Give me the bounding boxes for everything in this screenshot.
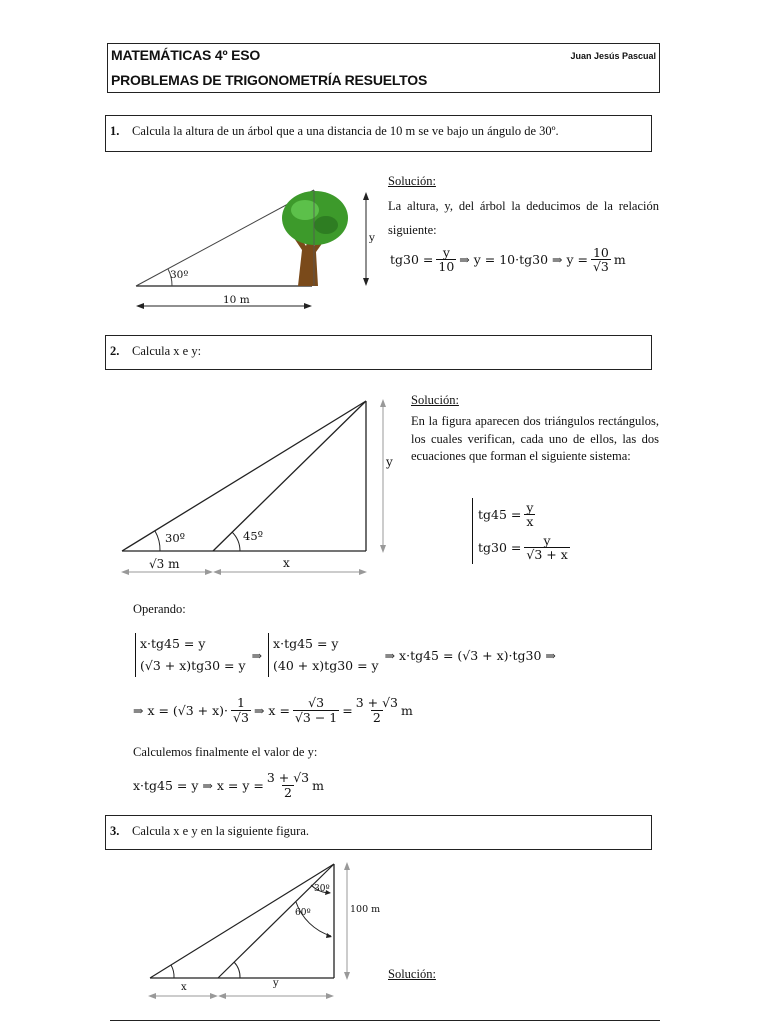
fig3-base-y: y — [273, 978, 279, 989]
p2-eqc-fraction — [267, 771, 309, 800]
system-row-2-lhs: tg30 = — [478, 539, 522, 555]
system-row-1-fraction — [524, 501, 535, 528]
author-name: Juan Jesús Pascual — [570, 51, 656, 61]
denominator: √3 — [592, 259, 609, 274]
p2-solution-text: En la figura aparecen dos triángulos rectángulos, los cuales verifican, cada uno de ellos, las dos ecuaciones que forman el siguiente sistema: — [411, 414, 659, 463]
numerator: 3 + √3 — [266, 770, 310, 785]
fig2-angle-30: 30º — [165, 531, 186, 545]
denominator: √3 — [233, 710, 249, 725]
numerator: 3 + √3 — [355, 695, 398, 710]
system-row-1-lhs: tg45 = — [478, 506, 522, 522]
problem-1-number: 1. — [110, 124, 120, 138]
denominator: √3 − 1 — [294, 710, 338, 725]
problem-3-box — [105, 815, 652, 850]
problem-3-number: 3. — [110, 824, 120, 838]
problem-3-statement: Calcula x e y en la siguiente figura. — [132, 824, 310, 838]
fig2-angle-45: 45º — [243, 529, 264, 543]
problem-3-figure — [140, 858, 370, 1003]
p2-eqb-fraction-2 — [293, 696, 339, 725]
p2-equation-a — [135, 633, 556, 677]
p1-equation — [390, 246, 626, 273]
denominator: x — [526, 514, 534, 529]
p1-fraction-2 — [591, 246, 611, 273]
p2-eqc-part-a: x·tg45 = y ⇒ x = y = — [133, 778, 264, 793]
system-1-row-1: x·tg45 = y — [140, 636, 206, 651]
fig3-height: 100 m — [350, 904, 381, 915]
p2-eqb-equals: = — [342, 703, 353, 718]
fig1-angle-label: 30º — [170, 269, 189, 281]
p1-eq-unit: m — [613, 252, 626, 267]
p2-eqb-part-a: ⇒ x = (√3 + x)· — [133, 703, 229, 718]
denominator: √3 + x — [526, 547, 568, 562]
numerator: y — [442, 245, 450, 260]
tree-figure — [130, 180, 380, 315]
denominator: 2 — [372, 710, 381, 725]
fig2-height: y — [386, 455, 393, 469]
p2-solution-label: Solución: — [411, 393, 459, 407]
fig3-angle-60: 60º — [295, 908, 311, 918]
p1-eq-part-a: tg30 = — [390, 252, 434, 267]
numerator: y — [543, 533, 551, 548]
document-title: PROBLEMAS DE TRIGONOMETRÍA RESUELTOS — [111, 72, 428, 88]
fig2-base2: x — [283, 556, 290, 570]
two-triangles-figure — [115, 396, 395, 581]
operando-label: Operando: — [133, 602, 186, 616]
problem-2-number: 2. — [110, 344, 120, 358]
problem-2-statement: Calcula x e y: — [132, 344, 202, 358]
p2-eqb-fraction-1 — [231, 696, 251, 725]
p1-fraction-1 — [436, 246, 456, 273]
p2-system — [472, 498, 570, 564]
system-1 — [135, 633, 246, 677]
page-bottom-rule — [110, 1020, 660, 1021]
fig3-angle-30: 30º — [314, 884, 330, 894]
numerator: 1 — [237, 695, 245, 710]
p1-eq-part-b: ⇒ y = 10·tg30 ⇒ y = — [459, 252, 588, 267]
implies-arrow: ⇒ — [251, 647, 263, 663]
numerator: y — [526, 500, 534, 515]
problem-1-statement: Calcula la altura de un árbol que a una distancia de 10 m se ve bajo un ángulo de 30º. — [132, 124, 559, 138]
problem-1-box — [105, 115, 652, 152]
fig1-base-label: 10 m — [223, 294, 250, 306]
fig3-base-x: x — [181, 982, 187, 993]
system-row-1 — [478, 498, 570, 531]
p3-solution-label: Solución: — [388, 967, 436, 981]
denominator: 10 — [438, 259, 455, 274]
denominator: 2 — [284, 785, 292, 800]
system-2-row-2: (40 + x)tg30 = y — [273, 658, 379, 673]
p2-equation-a-tail: ⇒ x·tg45 = (√3 + x)·tg30 ⇒ — [384, 647, 556, 663]
fig2-base1: √3 m — [149, 557, 180, 571]
document-header — [107, 43, 660, 93]
p2-equation-c — [133, 771, 324, 800]
problem-2-box — [105, 335, 652, 370]
p2-eqb-part-b: ⇒ x = — [253, 703, 290, 718]
p2-eqb-unit: m — [401, 703, 413, 718]
p1-solution-label: Solución: — [388, 174, 436, 188]
p2-eqb-fraction-3 — [356, 696, 398, 725]
fig1-height-label: y — [369, 232, 375, 244]
system-row-2-fraction — [524, 534, 569, 561]
system-1-row-2: (√3 + x)tg30 = y — [140, 658, 246, 673]
numerator: 10 — [592, 245, 609, 260]
subject-title: MATEMÁTICAS 4º ESO — [111, 47, 261, 63]
p2-equation-b — [133, 696, 413, 725]
final-value-label: Calculemos finalmente el valor de y: — [133, 745, 318, 759]
p1-solution-text: La altura, y, del árbol la deducimos de la relación siguiente: — [388, 199, 659, 237]
system-2-row-1: x·tg45 = y — [273, 636, 339, 651]
p2-eqc-unit: m — [312, 778, 324, 793]
system-2 — [268, 633, 379, 677]
numerator: √3 — [308, 695, 325, 710]
system-row-2 — [478, 531, 570, 564]
